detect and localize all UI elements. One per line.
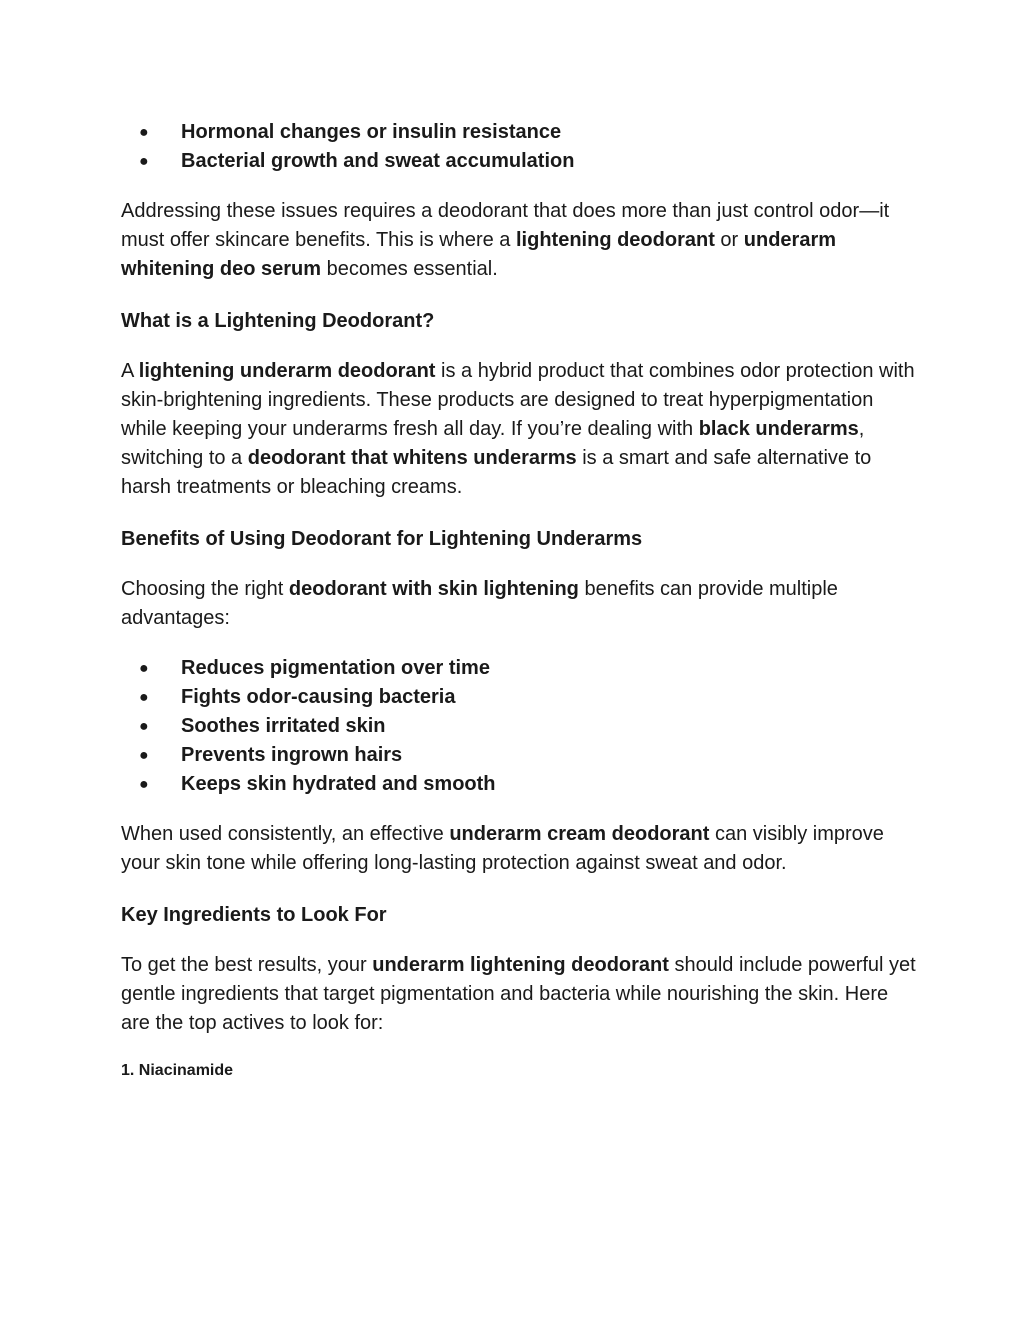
list-item: ● Reduces pigmentation over time bbox=[121, 654, 921, 683]
paragraph-when-used: When used consistently, an effective underarm cream deodorant can visibly improve your skin tone while offering long-lasting protection against sweat and odor. bbox=[121, 823, 884, 874]
document-page bbox=[121, 118, 921, 1083]
paragraph-to-get: To get the best results, your underarm lightening deodorant should include powerful yet gentle ingredients that target pigmentation and bacteria while nourishing the skin. Here are the top actives to look for: bbox=[121, 954, 916, 1034]
bullet-icon: ● bbox=[139, 689, 149, 706]
list-item: ● Hormonal changes or insulin resistance bbox=[121, 118, 921, 147]
bullet-icon: ● bbox=[139, 776, 149, 793]
bullet-list-causes bbox=[121, 118, 921, 176]
bullet-icon: ● bbox=[139, 718, 149, 735]
heading-what-is: What is a Lightening Deodorant? bbox=[121, 310, 435, 332]
paragraph-choosing: Choosing the right deodorant with skin lightening benefits can provide multiple advantages: bbox=[121, 578, 838, 629]
bullet-icon: ● bbox=[139, 153, 149, 170]
list-item: ● Fights odor-causing bacteria bbox=[121, 683, 921, 712]
bullet-icon: ● bbox=[139, 124, 149, 141]
bullet-icon: ● bbox=[139, 660, 149, 677]
list-item: ● Soothes irritated skin bbox=[121, 712, 921, 741]
heading-key-ingredients: Key Ingredients to Look For bbox=[121, 904, 387, 926]
subheading-niacinamide: 1. Niacinamide bbox=[121, 1062, 234, 1079]
bullet-list-benefits bbox=[121, 654, 921, 799]
list-item: ● Prevents ingrown hairs bbox=[121, 741, 921, 770]
bullet-icon: ● bbox=[139, 747, 149, 764]
heading-benefits: Benefits of Using Deodorant for Lightening Underarms bbox=[121, 528, 643, 550]
paragraph-addressing: Addressing these issues requires a deodorant that does more than just control odor—it must offer skincare benefits. This is where a lightening deodorant or underarm whitening deo serum becomes essential. bbox=[121, 200, 890, 280]
paragraph-what-is: A lightening underarm deodorant is a hybrid product that combines odor protection with skin-brightening ingredients. These products are designed to treat hyperpigmentation while keeping your underarms fresh all day. If you’re dealing with black underarms, switching to a deodorant that whitens underarms is a smart and safe alternative to harsh treatments or bleaching creams. bbox=[121, 360, 915, 498]
list-item: ● Keeps skin hydrated and smooth bbox=[121, 770, 921, 799]
list-item: ● Bacterial growth and sweat accumulation bbox=[121, 147, 921, 176]
